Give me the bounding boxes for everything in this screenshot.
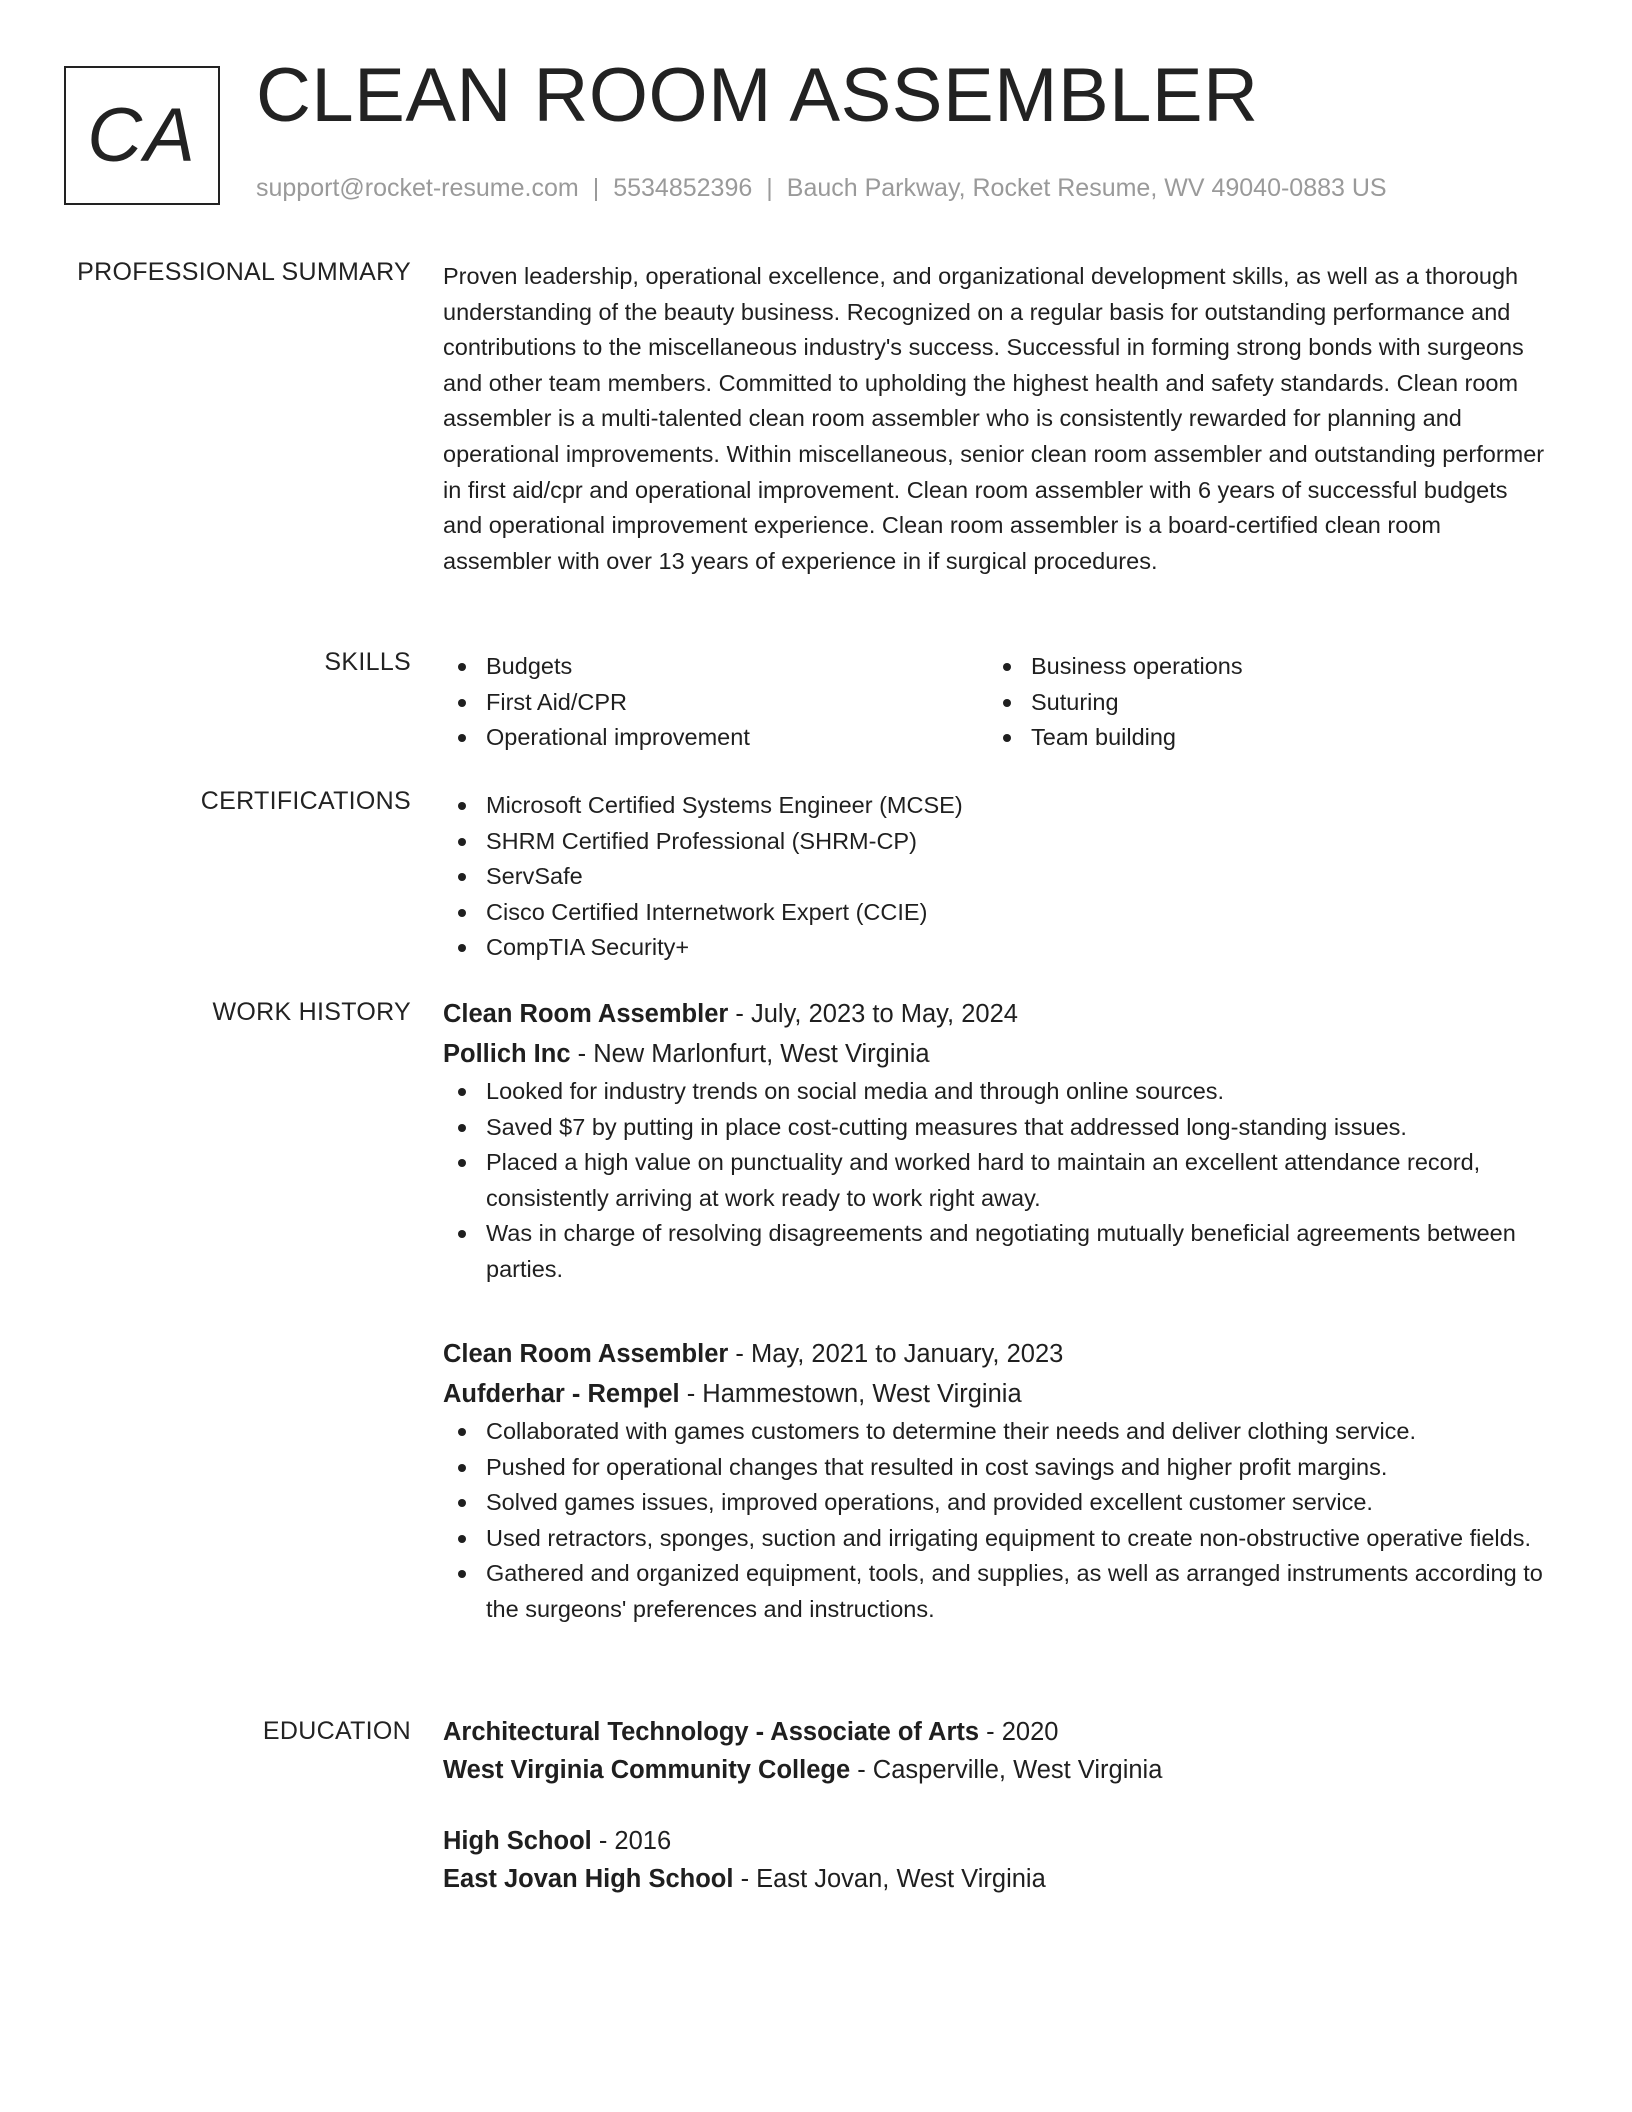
contact-email[interactable]: support@rocket-resume.com [256, 174, 579, 202]
education-school: West Virginia Community College [443, 1756, 851, 1784]
certifications-list [443, 788, 1553, 966]
section-heading: EDUCATION [262, 1717, 411, 1745]
job-entry [443, 994, 1553, 1288]
education-school-line [443, 1860, 1553, 1898]
job-location: - Hammestown, West Virginia [679, 1380, 1022, 1408]
job-duties-list [443, 1414, 1553, 1628]
monogram-initials: CA [87, 93, 197, 178]
job-location: - New Marlonfurt, West Virginia [570, 1040, 930, 1068]
section-heading: SKILLS [324, 648, 411, 676]
certification-item: CompTIA Security+ [443, 930, 1553, 966]
skill-item: First Aid/CPR [443, 685, 988, 721]
job-title: Clean Room Assembler [443, 1000, 729, 1028]
contact-separator: | [592, 174, 600, 202]
job-duty: Was in charge of resolving disagreements and negotiating mutually beneficial agreements between parties. [443, 1216, 1553, 1287]
certification-item: Microsoft Certified Systems Engineer (MCSE) [443, 788, 1553, 824]
skills-body [443, 649, 1553, 756]
section-heading: PROFESSIONAL SUMMARY [77, 258, 411, 286]
contact-separator: | [766, 174, 773, 202]
contact-address: Bauch Parkway, Rocket Resume, WV 49040-0883 US [786, 174, 1387, 202]
certification-item: Cisco Certified Internetwork Expert (CCIE) [443, 895, 1553, 931]
education-degree: High School [443, 1827, 592, 1855]
job-dates: - May, 2021 to January, 2023 [728, 1340, 1064, 1368]
job-company: Pollich Inc [443, 1040, 571, 1068]
job-duty: Used retractors, sponges, suction and irrigating equipment to create non-obstructive operative fields. [443, 1521, 1553, 1557]
skill-item: Budgets [443, 649, 988, 685]
education-year: - 2020 [979, 1718, 1059, 1746]
summary-body [443, 259, 1553, 579]
monogram-badge [64, 66, 220, 205]
job-title-line [443, 994, 1553, 1034]
skills-list-right [988, 649, 1533, 756]
summary-text: Proven leadership, operational excellence, and organizational development skills, as well as a thorough understanding of the beauty business. Recognized on a regular basis for outstanding performance and contributions to the miscellaneous industry's success. Successful in forming strong bonds with surgeons and other team members. Committed to upholding the highest health and safety standards. Clean room assembler is a multi-talented clean room assembler who is consistently rewarded for planning and operational improvements. Within miscellaneous, senior clean room assembler and outstanding performer in first aid/cpr and operational improvement. Clean room assembler with 6 years of successful budgets and operational improvement experience. Clean room assembler is a board-certified clean room assembler with over 13 years of experience in if surgical procedures. [443, 263, 1545, 574]
certifications-body [443, 788, 1553, 966]
education-degree-line [443, 1822, 1553, 1860]
job-duty: Collaborated with games customers to determine their needs and deliver clothing service. [443, 1414, 1553, 1450]
education-location: - Casperville, West Virginia [850, 1756, 1163, 1784]
job-duty: Looked for industry trends on social media and through online sources. [443, 1074, 1553, 1110]
job-company-line [443, 1034, 1553, 1074]
section-heading: CERTIFICATIONS [200, 787, 411, 815]
skill-item: Suturing [988, 685, 1533, 721]
skills-list-left [443, 649, 988, 756]
job-dates: - July, 2023 to May, 2024 [728, 1000, 1018, 1028]
education-entry [443, 1822, 1553, 1898]
job-duty: Solved games issues, improved operations, and provided excellent customer service. [443, 1485, 1553, 1521]
certification-item: SHRM Certified Professional (SHRM-CP) [443, 824, 1553, 860]
education-school-line [443, 1751, 1553, 1789]
skill-item: Operational improvement [443, 720, 988, 756]
job-company-line [443, 1374, 1553, 1414]
education-location: - East Jovan, West Virginia [733, 1865, 1046, 1893]
job-duties-list [443, 1074, 1553, 1288]
section-heading: WORK HISTORY [212, 998, 411, 1026]
job-duty: Pushed for operational changes that resulted in cost savings and higher profit margins. [443, 1450, 1553, 1486]
candidate-name: CLEAN ROOM ASSEMBLER [256, 53, 1259, 138]
job-entry [443, 1334, 1553, 1628]
education-degree-line [443, 1713, 1553, 1751]
job-duty: Placed a high value on punctuality and worked hard to maintain an excellent attendance record, consistently arriving at work ready to work right away. [443, 1145, 1553, 1216]
education-degree: Architectural Technology - Associate of Arts [443, 1718, 980, 1746]
contact-line [256, 174, 1387, 203]
job-title-line [443, 1334, 1553, 1374]
skill-item: Team building [988, 720, 1533, 756]
job-duty: Saved $7 by putting in place cost-cutting measures that addressed long-standing issues. [443, 1110, 1553, 1146]
skill-item: Business operations [988, 649, 1533, 685]
contact-phone[interactable]: 5534852396 [613, 174, 753, 202]
job-title: Clean Room Assembler [443, 1340, 729, 1368]
education-entry [443, 1713, 1553, 1789]
certification-item: ServSafe [443, 859, 1553, 895]
education-year: - 2016 [591, 1827, 672, 1855]
job-duty: Gathered and organized equipment, tools, and supplies, as well as arranged instruments according to the surgeons' preferences and instructions. [443, 1556, 1553, 1627]
job-company: Aufderhar - Rempel [443, 1380, 680, 1408]
education-school: East Jovan High School [443, 1865, 734, 1893]
